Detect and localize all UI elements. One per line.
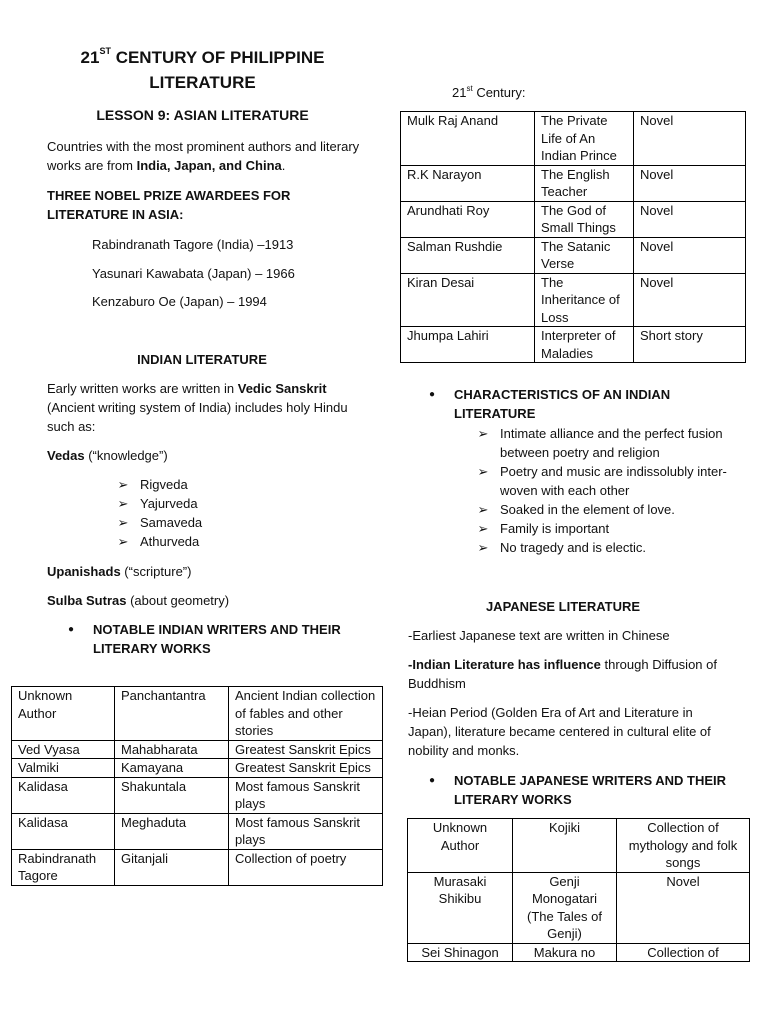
table-row: Kalidasa Meghaduta Most famous Sanskrit plays [12, 813, 383, 849]
nobel-awardee: Rabindranath Tagore (India) –1913 [92, 237, 294, 252]
japanese-writers-table [407, 818, 750, 962]
page-title: 21ST CENTURY OF PHILIPPINE LITERATURE [80, 46, 325, 92]
century-21-table [400, 111, 746, 363]
table-row: Ved Vyasa Mahabharata Greatest Sanskrit Epics [12, 740, 383, 759]
table-row: Kalidasa Shakuntala Most famous Sanskrit plays [12, 777, 383, 813]
list-item: ➢ Yajurveda [117, 496, 198, 511]
japanese-line-2: -Indian Literature has influence through Diffusion of Buddhism [408, 657, 717, 691]
table-row: R.K Narayon The English Teacher Novel [401, 165, 746, 201]
table-row: Unknown Author Panchantantra Ancient Indian collection of fables and other stories [12, 687, 383, 741]
arrow-bullet-icon: ➢ [117, 477, 129, 492]
japanese-literature-heading: JAPANESE LITERATURE [485, 599, 641, 614]
table-row: Kiran Desai The Inheritance of Loss Novel [401, 273, 746, 327]
japanese-line-1: -Earliest Japanese text are written in Chinese [408, 628, 670, 643]
indian-writers-table [11, 686, 383, 886]
intro-paragraph: Countries with the most prominent authors and literary works are from India, Japan, and China. [47, 139, 360, 173]
vedas-list [116, 475, 202, 551]
notable-japanese-writers-heading: ● NOTABLE JAPANESE WRITERS AND THEIR LITERARY WORKS [429, 773, 727, 807]
vedas-line: Vedas (“knowledge”) [47, 448, 168, 463]
upanishads-line: Upanishads (“scripture”) [47, 564, 192, 579]
sulba-sutras-line: Sulba Sutras (about geometry) [47, 593, 230, 608]
arrow-bullet-icon: ➢ [477, 502, 489, 517]
table-row: Unknown Author Kojiki Collection of mythology and folk songs [408, 819, 750, 873]
table-row: Valmiki Kamayana Greatest Sanskrit Epics [12, 759, 383, 778]
early-works-paragraph: Early written works are written in Vedic Sanskrit (Ancient writing system of India) includes holy Hindu such as: [47, 381, 348, 434]
characteristics-heading: ● CHARACTERISTICS OF AN INDIAN LITERATURE [429, 387, 671, 421]
bullet-icon: ● [429, 775, 436, 786]
list-item: ➢ No tragedy and is electic. [477, 540, 646, 555]
lesson-heading: LESSON 9: ASIAN LITERATURE [96, 107, 309, 123]
table-row: Jhumpa Lahiri Interpreter of Maladies Short story [401, 327, 746, 363]
nobel-heading: THREE NOBEL PRIZE AWARDEES FOR LITERATURE IN ASIA: [47, 188, 291, 222]
list-item: ➢ Intimate alliance and the perfect fusion between poetry and religion [477, 426, 723, 460]
century-21-label: 21st Century: [452, 83, 526, 100]
table-row: Mulk Raj Anand The Private Life of An Indian Prince Novel [401, 112, 746, 166]
table-row: Sei Shinagon Makura no Collection of [408, 943, 750, 962]
list-item: ➢ Athurveda [117, 534, 200, 549]
list-item: ➢ Samaveda [117, 515, 203, 530]
arrow-bullet-icon: ➢ [117, 515, 129, 530]
japanese-line-3: -Heian Period (Golden Era of Art and Literature in Japan), literature became centered in cultural elite of nobility and monks. [408, 705, 711, 758]
table-row: Rabindranath Tagore Gitanjali Collection of poetry [12, 849, 383, 885]
arrow-bullet-icon: ➢ [117, 534, 129, 549]
table-row: Salman Rushdie The Satanic Verse Novel [401, 237, 746, 273]
bullet-icon: ● [68, 624, 75, 635]
arrow-bullet-icon: ➢ [477, 521, 489, 536]
characteristics-list [476, 424, 731, 557]
list-item: ➢ Rigveda [117, 477, 188, 492]
table-row: Murasaki Shikibu Genji Monogatari (The Tales of Genji) Novel [408, 872, 750, 943]
bullet-icon: ● [429, 389, 436, 400]
list-item: ➢ Soaked in the element of love. [477, 502, 675, 517]
notable-indian-writers-heading: ● NOTABLE INDIAN WRITERS AND THEIR LITERARY WORKS [68, 622, 341, 656]
nobel-awardee: Kenzaburo Oe (Japan) – 1994 [92, 294, 267, 309]
indian-literature-heading: INDIAN LITERATURE [137, 352, 267, 367]
nobel-awardee: Yasunari Kawabata (Japan) – 1966 [92, 266, 295, 281]
arrow-bullet-icon: ➢ [477, 426, 489, 441]
arrow-bullet-icon: ➢ [477, 540, 489, 555]
arrow-bullet-icon: ➢ [477, 464, 489, 479]
list-item: ➢ Poetry and music are indissolubly inter-woven with each other [477, 464, 727, 498]
arrow-bullet-icon: ➢ [117, 496, 129, 511]
list-item: ➢ Family is important [477, 521, 610, 536]
table-row: Arundhati Roy The God of Small Things Novel [401, 201, 746, 237]
